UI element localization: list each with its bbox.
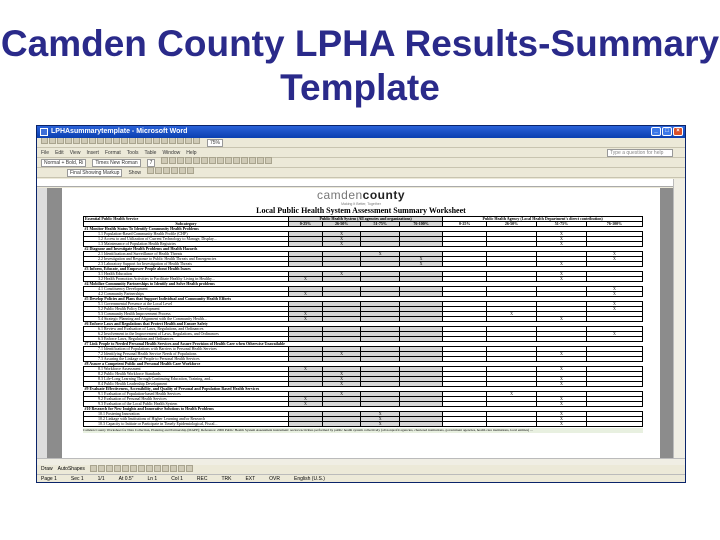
menu-insert[interactable]: Insert bbox=[86, 149, 99, 156]
system-range-header: 76-100% bbox=[399, 222, 442, 227]
section-title: #4 Mobilize Community Partnerships to Identify and Solve Health problems bbox=[84, 282, 643, 287]
status-item: Ln 1 bbox=[147, 476, 158, 482]
subcategory-label: 10.2 Linkage with Institutions of Higher Learning and/or Research bbox=[84, 417, 289, 422]
section-title: #10 Research for New Insights and Innovative Solutions to Health Problems bbox=[84, 407, 643, 412]
rating-mark: X bbox=[340, 381, 344, 386]
status-item: EXT bbox=[245, 476, 256, 482]
menu-bar bbox=[37, 148, 685, 158]
rating-mark: X bbox=[560, 416, 563, 421]
agency-header: Public Health Agency (Local Health Department's direct contribution) bbox=[443, 217, 643, 222]
camden-county-logo: camdencounty bbox=[316, 188, 406, 202]
subcategory-label: 6.3 Enforce Laws, Regulations and Ordinances bbox=[84, 337, 289, 342]
font-select[interactable]: Times New Roman bbox=[92, 159, 140, 167]
drawing-toolbar bbox=[37, 465, 685, 474]
subcategory-label: 3.2 Health Promotion Activities to Facilitate Healthy Living in Healthy... bbox=[84, 277, 289, 282]
rating-mark: X bbox=[303, 366, 307, 371]
vertical-ruler[interactable] bbox=[37, 188, 47, 458]
subcategory-label: 3.1 Health Education bbox=[84, 272, 289, 277]
rating-mark: X bbox=[560, 241, 563, 246]
status-item: Col 1 bbox=[171, 476, 183, 482]
horizontal-scrollbar[interactable] bbox=[37, 458, 685, 465]
rating-mark: X bbox=[560, 381, 563, 386]
title-bar bbox=[37, 126, 685, 138]
rating-mark: X bbox=[340, 236, 344, 241]
system-range-header: 0-25% bbox=[289, 222, 323, 227]
menu-edit[interactable]: Edit bbox=[55, 149, 64, 156]
worksheet-title: Local Public Health System Assessment Summary Worksheet bbox=[256, 206, 466, 215]
rating-mark: X bbox=[378, 411, 382, 416]
standard-toolbar bbox=[37, 138, 685, 148]
section-title: #8 Assure a Competent Public and Personal Health Care Workforce bbox=[84, 362, 643, 367]
word-icon bbox=[40, 128, 48, 136]
menu-view[interactable]: View bbox=[69, 149, 81, 156]
subcategory-label: 8.1 Workforce Assessment bbox=[84, 367, 289, 372]
rating-mark: X bbox=[510, 391, 513, 396]
status-item: 1/1 bbox=[97, 476, 105, 482]
rating-mark: X bbox=[340, 241, 344, 246]
section-title: #6 Enforce Laws and Regulations that Protect Health and Ensure Safety bbox=[84, 322, 643, 327]
rating-mark: X bbox=[419, 256, 423, 261]
rating-mark: X bbox=[613, 251, 616, 256]
subcategory-label: 5.3 Community Health Improvement Process bbox=[84, 312, 289, 317]
section-title: #2 Diagnose and Investigate Health Problems and Health Hazards bbox=[84, 247, 643, 252]
subcategory-label: 2.1 Identification and Surveillance of Health Threats bbox=[84, 252, 289, 257]
menu-table[interactable]: Table bbox=[144, 149, 157, 156]
rating-mark: X bbox=[560, 271, 563, 276]
rating-mark: X bbox=[340, 391, 344, 396]
subcategory-label: 4.1 Constituency Development bbox=[84, 287, 289, 292]
rating-mark: X bbox=[613, 286, 616, 291]
rating-mark: X bbox=[560, 316, 563, 321]
status-item: Page 1 bbox=[41, 476, 57, 482]
rating-mark: X bbox=[378, 416, 382, 421]
menu-help[interactable]: Help bbox=[186, 149, 197, 156]
section-title: #9 Evaluate Effectiveness, Accessibility, and Quality of Personal and Population Based Health Services bbox=[84, 387, 643, 392]
agency-range-header: 0-25% bbox=[443, 222, 487, 227]
agency-rating-cell[interactable] bbox=[586, 422, 642, 427]
agency-range-header: 51-75% bbox=[536, 222, 586, 227]
window-title: LPHAsummarytemplate - Microsoft Word bbox=[51, 128, 188, 135]
document-page[interactable] bbox=[62, 188, 660, 458]
rating-mark: X bbox=[560, 396, 563, 401]
subcategory-label: 8.2 Public Health Workforce Standards bbox=[84, 372, 289, 377]
rating-mark: X bbox=[378, 421, 382, 426]
status-item: Sec 1 bbox=[70, 476, 84, 482]
summary-table bbox=[83, 216, 643, 427]
word-window bbox=[36, 125, 686, 483]
subcategory-label: 9.2 Evaluation of Personal Health Services bbox=[84, 397, 289, 402]
agency-range-header: 26-50% bbox=[487, 222, 537, 227]
agency-range-header: 76-100% bbox=[586, 222, 642, 227]
logo-tagline: Making It Better, Together bbox=[341, 202, 381, 206]
subcategory-header: Subcategory bbox=[84, 222, 289, 227]
subcategory-label: 5.2 Public Health Policy Development bbox=[84, 307, 289, 312]
subcategory-label: 4.2 Community Partnerships bbox=[84, 292, 289, 297]
status-item: TRK bbox=[221, 476, 232, 482]
rating-mark: X bbox=[560, 421, 563, 426]
close-button[interactable]: × bbox=[673, 127, 683, 136]
rating-mark: X bbox=[340, 376, 344, 381]
footnote: Camden County Worksheet for Data Collection, Planning and Partnership (MAPP); Reference: 2006 Public Health System Assessment instrument: sectors/activities performed by public health system collectively (all nonprofit agencies, chartered institutions, government agencies, health care institutions, local entities) ... bbox=[83, 428, 643, 433]
rating-mark: X bbox=[560, 376, 563, 381]
autoshapes-menu[interactable]: AutoShapes bbox=[57, 466, 85, 472]
rating-mark: X bbox=[560, 411, 563, 416]
subcategory-label: 9.3 Evaluation of the Local Public Health System bbox=[84, 402, 289, 407]
section-title: #1 Monitor Health Status To Identify Community Health Problems bbox=[84, 227, 643, 232]
style-select[interactable]: Normal + Bold, Ri bbox=[41, 159, 86, 167]
agency-rating-cell[interactable] bbox=[536, 422, 586, 427]
rating-mark: X bbox=[303, 311, 307, 316]
subcategory-label: 2.2 Investigation and Response to Public Health Threats and Emergencies bbox=[84, 257, 289, 262]
section-title: #7 Link People to Needed Personal Health Services and Assure Provision of Health Care when Otherwise Unavailable bbox=[84, 342, 643, 347]
agency-rating-cell[interactable] bbox=[487, 422, 537, 427]
menu-window[interactable]: Window bbox=[162, 149, 181, 156]
system-header: Public Health System (All agencies and organizations) bbox=[289, 217, 443, 222]
system-range-header: 51-75% bbox=[361, 222, 400, 227]
system-rating-cell[interactable] bbox=[322, 422, 361, 427]
subcategory-label: 7.2 Identifying Personal Health Service Needs of Populations bbox=[84, 352, 289, 357]
status-bar bbox=[37, 474, 685, 483]
slide-title: Camden County LPHA Results-Summary Template bbox=[0, 23, 720, 108]
rating-mark: X bbox=[340, 271, 344, 276]
show-menu[interactable]: Show bbox=[128, 169, 141, 176]
subcategory-label: 1.1 Population-Based Community Health Profile (CHP) bbox=[84, 232, 289, 237]
menu-file[interactable]: File bbox=[41, 149, 50, 156]
formatting-toolbar bbox=[37, 158, 685, 168]
help-search-input[interactable]: Type a question for help bbox=[607, 149, 673, 157]
subcategory-label: 10.3 Capacity to Initiate or Participate in Timely Epidemiological, Fiscal... bbox=[84, 422, 289, 427]
rating-mark: X bbox=[560, 236, 563, 241]
rating-mark: X bbox=[613, 331, 616, 336]
rating-mark: X bbox=[303, 276, 307, 281]
rating-mark: X bbox=[560, 351, 563, 356]
subcategory-label: 5.1 Governmental Presence at the Local Level bbox=[84, 302, 289, 307]
service-header: Essential Public Health Service bbox=[84, 217, 289, 222]
minimize-button[interactable]: _ bbox=[651, 127, 661, 136]
rating-mark: X bbox=[560, 231, 563, 236]
vertical-scrollbar[interactable] bbox=[673, 179, 685, 458]
rating-mark: X bbox=[613, 301, 616, 306]
rating-mark: X bbox=[303, 401, 307, 406]
status-item: At 0.5" bbox=[118, 476, 134, 482]
rating-mark: X bbox=[613, 256, 616, 261]
maximize-button[interactable]: □ bbox=[662, 127, 672, 136]
rating-mark: X bbox=[613, 291, 616, 296]
menu-format[interactable]: Format bbox=[104, 149, 121, 156]
system-range-header: 26-50% bbox=[322, 222, 361, 227]
markup-select[interactable]: Final Showing Markup bbox=[67, 169, 122, 177]
rating-mark: X bbox=[378, 251, 382, 256]
subcategory-label: 10.1 Fostering Innovation bbox=[84, 412, 289, 417]
rating-mark: X bbox=[560, 276, 563, 281]
rating-mark: X bbox=[303, 316, 307, 321]
rating-mark: X bbox=[560, 261, 563, 266]
subcategory-label: 6.1 Review and Evaluation of Laws, Regulations, and Ordinances bbox=[84, 327, 289, 332]
status-item: REC bbox=[196, 476, 208, 482]
rating-mark: X bbox=[303, 396, 307, 401]
status-item: OVR bbox=[269, 476, 281, 482]
subcategory-label: 2.3 Laboratory Support for Investigation of Health Threats bbox=[84, 262, 289, 267]
system-rating-cell[interactable] bbox=[399, 422, 442, 427]
menu-tools[interactable]: Tools bbox=[126, 149, 139, 156]
document-area bbox=[47, 188, 675, 458]
subcategory-label: 8.3 Life-Long Learning Through Continuing Education, Training, and... bbox=[84, 377, 289, 382]
draw-menu[interactable]: Draw bbox=[41, 466, 53, 472]
subcategory-label: 7.1 Identification of Populations with Barriers to Personal Health Services bbox=[84, 347, 289, 352]
rating-mark: X bbox=[510, 311, 513, 316]
rating-mark: X bbox=[303, 291, 307, 296]
rating-mark: X bbox=[340, 371, 344, 376]
rating-mark: X bbox=[340, 351, 344, 356]
subcategory-label: 6.2 Involvement in the Improvement of Laws, Regulations, and Ordinances bbox=[84, 332, 289, 337]
subcategory-label: 9.1 Evaluation of Population-based Health Services bbox=[84, 392, 289, 397]
system-rating-cell[interactable] bbox=[289, 422, 323, 427]
subcategory-label: 8.4 Public Health Leadership Development bbox=[84, 382, 289, 387]
subcategory-label: 1.3 Maintenance of Population Health Registries bbox=[84, 242, 289, 247]
section-title: #5 Develop Policies and Plans that Support Individual and Community Health Efforts bbox=[84, 297, 643, 302]
section-title: #3 Inform, Educate, and Empower People about Health Issues bbox=[84, 267, 643, 272]
rating-mark: X bbox=[613, 306, 616, 311]
zoom-select[interactable]: 75% bbox=[207, 139, 223, 147]
horizontal-ruler[interactable] bbox=[37, 179, 685, 187]
subcategory-label: 5.4 Strategic Planning and Alignment with the Community Health... bbox=[84, 317, 289, 322]
status-item: English (U.S.) bbox=[294, 476, 325, 482]
subcategory-label: 1.2 Access to and Utilization of Current Technology to Manage, Display... bbox=[84, 237, 289, 242]
font-size-select[interactable]: 7 bbox=[147, 159, 156, 167]
reviewing-toolbar bbox=[37, 168, 685, 178]
rating-mark: X bbox=[340, 231, 344, 236]
table-row bbox=[84, 422, 643, 427]
rating-mark: X bbox=[560, 366, 563, 371]
agency-rating-cell[interactable] bbox=[443, 422, 487, 427]
rating-mark: X bbox=[419, 261, 423, 266]
subcategory-label: 7.3 Assuring the Linkage of People to Personal Health Services bbox=[84, 357, 289, 362]
rating-mark: X bbox=[560, 401, 563, 406]
system-rating-cell[interactable] bbox=[361, 422, 400, 427]
